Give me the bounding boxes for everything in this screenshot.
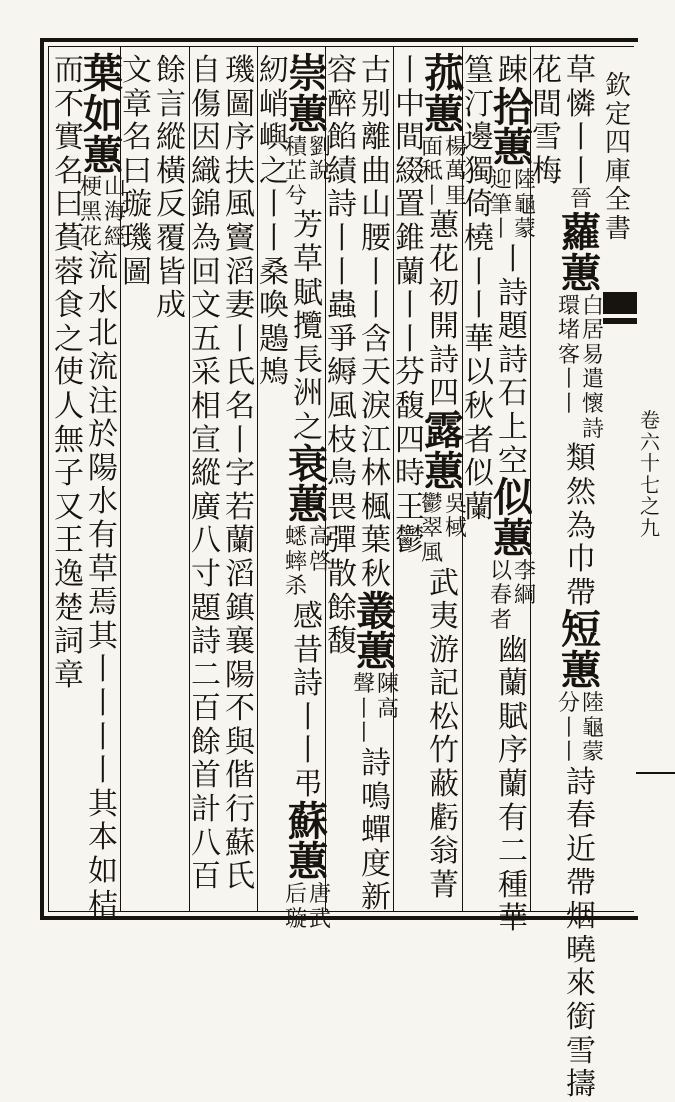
- body-text: 丨 丨 華 以 秋 者 似 蘭: [464, 254, 494, 525]
- body-text: 自 傷 因 織 錦 為 回 文 五 采 相 宣 縱 廣 八 寸 題 詩 二 百 餘 首 計 八 百: [191, 53, 221, 895]
- annotation-right: 陸 龜 蒙: [514, 168, 537, 243]
- body-text: 芳 草 賦 攬 長 洲 之: [293, 208, 323, 446]
- annotation-right: 遣 懷 詩: [582, 367, 605, 442]
- fishtail-mark: [603, 292, 637, 314]
- body-text: 蕙 花 初 開 詩 四: [429, 208, 459, 412]
- body-text: 流 水 北 流 注 於 陽 水 有 草 焉 其 丨 丨 丨 丨 其 本 如 桔: [88, 249, 118, 923]
- headword: 叢 蕙: [356, 587, 396, 676]
- headword: 短 蕙: [561, 606, 601, 695]
- body-text: 晉: [569, 187, 592, 213]
- body-text: 容 醉 餡 績 詩 丨 丨 蟲 爭 縟 風 枝 鳥 畏 彈: [327, 53, 357, 559]
- annotation-left: 鬱 翠 風: [420, 491, 443, 566]
- annotation-right: 李 綱: [514, 558, 537, 609]
- annotation-right: 山 海 經: [104, 175, 127, 250]
- annotation-left: 丨 丨: [557, 367, 580, 418]
- text-column: [42, 54, 96, 904]
- headword: 似 蕙: [493, 474, 533, 563]
- annotation-right: 楊 萬 里: [445, 134, 468, 209]
- body-text: 餘 言 縱 橫 反 覆 皆 成: [156, 53, 186, 324]
- annotation-right: 劉 說: [309, 134, 332, 185]
- annotation-right: 吳 棫: [445, 491, 468, 542]
- edge-divider: [636, 772, 675, 774]
- annotation-left: 面 秪 丨: [420, 134, 443, 209]
- body-text: 詩 鳴 蟬 度 新: [361, 745, 391, 916]
- fishtail-mark-line: [603, 318, 637, 324]
- annotation-left: 環 堵 客: [557, 293, 580, 368]
- headword: 拾 蕙: [493, 83, 533, 172]
- annotation-left: 迎 筆 丨: [489, 168, 512, 243]
- annotation-left: 分 丨 丨: [557, 690, 580, 766]
- annotation-right: 高 啓: [309, 525, 332, 575]
- body-text: 踈: [498, 53, 528, 88]
- body-text: 古 别 離 曲 山 腰 丨 丨 含 天 淚 江 林 楓 葉 秋: [361, 53, 391, 592]
- body-text: 汀 邊 獨 倚 橈: [464, 86, 494, 256]
- body-text: 紉 峭 嶼 之 丨 丨: [259, 53, 289, 256]
- body-text: 丨 詩 題 詩 石 上 空: [498, 242, 528, 479]
- body-text: 桑 喚 鶗 鴂: [259, 254, 289, 391]
- annotation-right: 陸 龜 蒙: [582, 690, 605, 766]
- body-text: 文 章 名 曰 璇 璣 圖: [122, 53, 152, 290]
- headword: 崇 蕙: [288, 50, 328, 138]
- annotation-right: 陳 高: [377, 672, 400, 722]
- body-text: 丨 中 間 綴 置 錐: [395, 53, 425, 256]
- body-text: 散 餘 馥: [327, 556, 357, 660]
- headword: 葉 如 蕙: [83, 50, 123, 179]
- annotation-left: 以 春 者: [489, 558, 512, 634]
- juan-number: 卷 六 十 七 之 九: [640, 408, 660, 540]
- headword: 衰 蕙: [288, 440, 328, 529]
- headword: 蘇 蕙: [288, 797, 328, 886]
- body-text: 幽 蘭 賦 序 蘭 有 二 種 華: [498, 632, 528, 937]
- body-text: 丨 丨: [566, 120, 596, 189]
- body-text: 武 夷 游 記 松 竹 蔽 虧 翁 菁: [429, 565, 459, 903]
- annotation-left: 梗 黑 花: [79, 175, 102, 250]
- body-text: 草 憐: [566, 53, 596, 122]
- annotation-left: 蟋 蟀 杀: [284, 525, 307, 600]
- body-text: 璣 圖 序 扶 風 竇 滔 妻 丨 氏 名 丨 字 若 蘭 滔 鎮 襄 陽 不 與 偕 行 蘇 氏: [225, 53, 255, 895]
- annotation-left: 后 璇: [284, 882, 307, 932]
- body-text: 類 然 為 巾 帶: [566, 441, 596, 611]
- body-text: 而 不 實 名 曰 萯 蓉 食 之 使 人 無 子 又 王 逸 楚 詞 章: [54, 53, 84, 693]
- annotation-right: 白 居 易: [582, 293, 605, 368]
- annotation-left: 聲 丨 丨: [352, 672, 375, 747]
- body-text: 感 昔 詩 丨 丨 弔: [293, 599, 323, 803]
- annotation-left: 積 芷 兮: [284, 134, 307, 209]
- body-text: 花 間 雪 梅: [532, 53, 562, 189]
- headword: 露 蕙: [424, 407, 464, 495]
- headword: 蘿 蕙: [561, 209, 601, 297]
- body-text: 蘭 丨 丨 芬 馥 四 時 王 鬱: [395, 254, 425, 559]
- headword: 菰 蕙: [424, 50, 464, 138]
- edge-title: 欽 定 四 庫 全 書: [604, 71, 631, 244]
- body-text: 詩 春 近 帶 烟 曉 來 銜 雪 擣: [566, 764, 596, 1102]
- body-text: 篁: [464, 53, 494, 88]
- annotation-right: 唐 武: [309, 882, 332, 932]
